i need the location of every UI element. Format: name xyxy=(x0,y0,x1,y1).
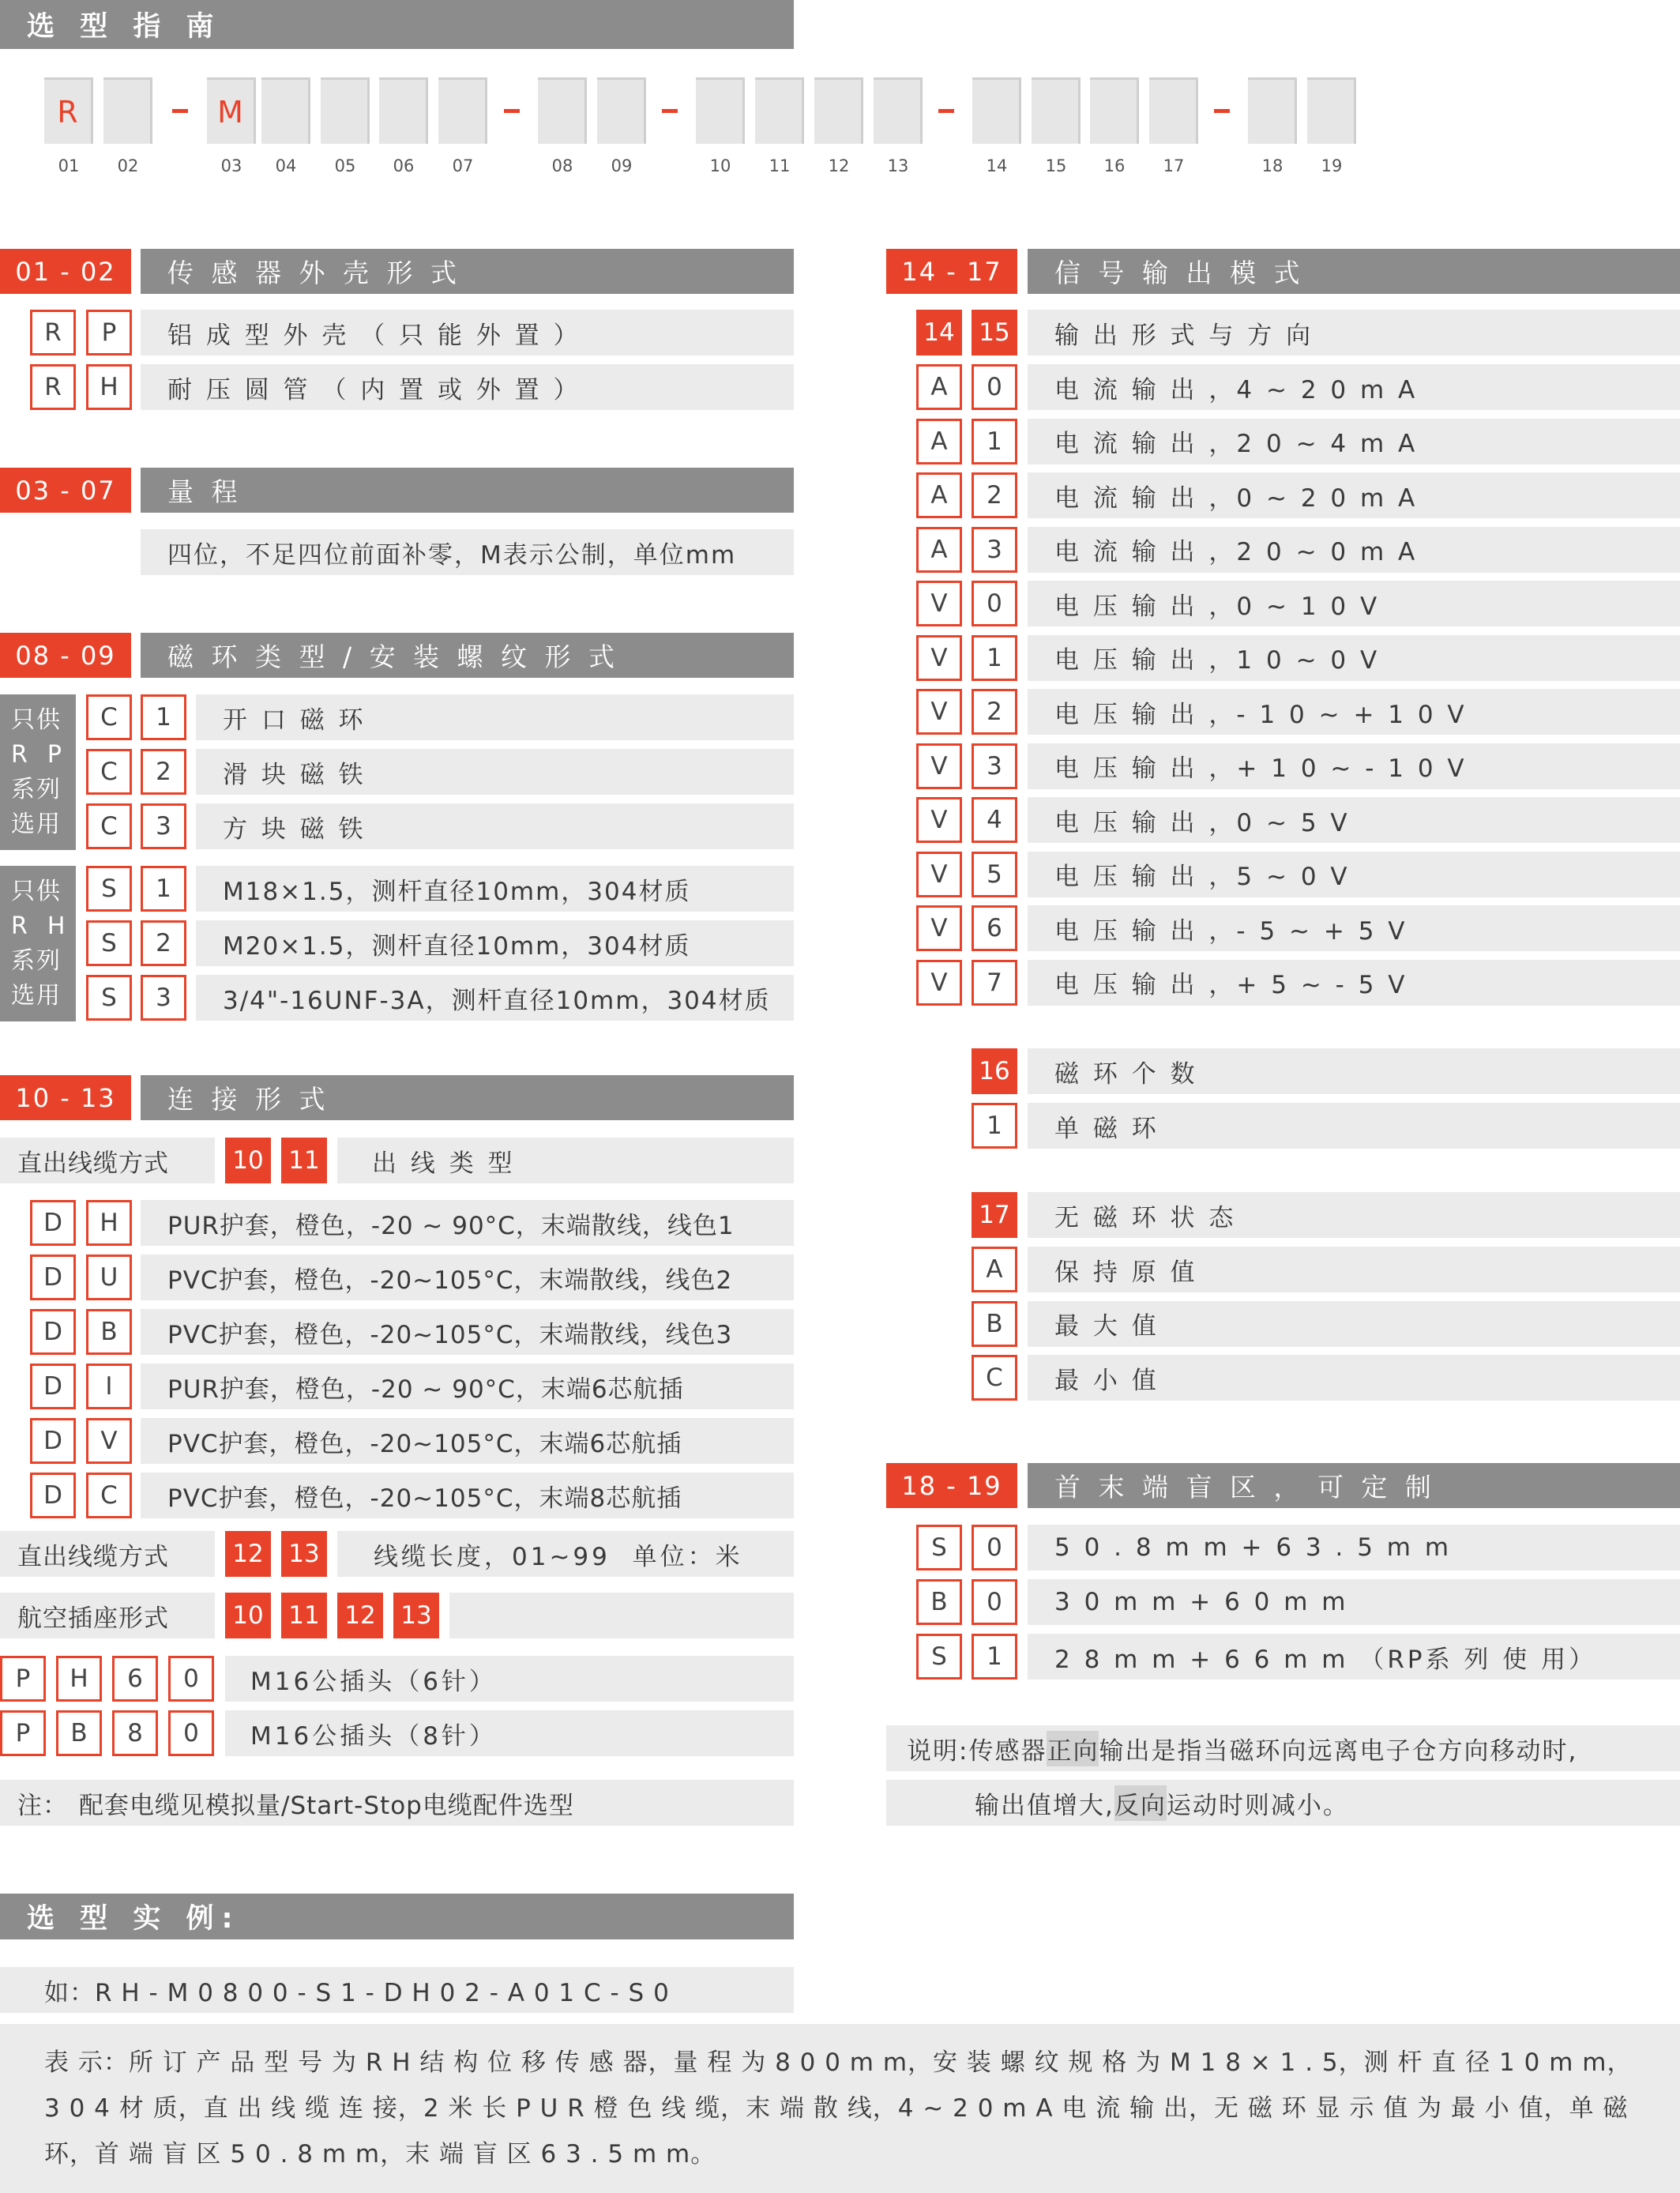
code-box: S xyxy=(86,975,132,1021)
example-code: 如：R H - M 0 8 0 0 - S 1 - D H 0 2 - A 0 1 C - S 0 xyxy=(0,1967,794,2013)
option-text: 电 压 输 出 ，1 0 ~ 0 V xyxy=(1028,635,1680,681)
code-box: D xyxy=(30,1254,76,1300)
example-description: 表 示：所 订 产 品 型 号 为 R H 结 构 位 移 传 感 器，量 程 为 8 0 0 m m，安 装 螺 纹 规 格 为 M 1 8 × 1 . 5，测 杆 直 径 1 0 m m，3 0 4 材 质，直 出 线 缆 连 接，2 米 长 P U R 橙 色 线 缆，末 端 散 线，4 ~ 2 0 m A 电 流 输 出，无 磁 环 显 示 值 为 最 小 值，单 磁 环，首 端 盲 区 5 0 . 8 m m，末 端 盲 区 6 3 . 5 m m。 xyxy=(0,2024,1680,2193)
code-box: I xyxy=(86,1364,132,1409)
code-box: 1 xyxy=(972,1634,1017,1680)
code-box: 3 xyxy=(972,743,1017,789)
code-box: P xyxy=(0,1710,46,1756)
code-separator-dash xyxy=(172,109,188,113)
section-code-1417: 14 - 17 xyxy=(886,249,1017,294)
code-box: A xyxy=(916,364,962,410)
option-text: M16公插头（6针） xyxy=(225,1656,794,1702)
option-text: 方 块 磁 铁 xyxy=(196,803,794,849)
code-box: 2 xyxy=(141,749,186,795)
code-position-number: 08 xyxy=(551,156,573,175)
code-box: H xyxy=(56,1656,102,1702)
code-box: V xyxy=(916,960,962,1006)
code-box: S xyxy=(916,1634,962,1680)
no-magnet-header: 无 磁 环 状 态 xyxy=(1028,1192,1680,1238)
code-position-number: 07 xyxy=(452,156,474,175)
code-box: V xyxy=(916,581,962,626)
option-text: 电 流 输 出 ，2 0 ~ 0 m A xyxy=(1028,527,1680,573)
option-text: 电 流 输 出 ，2 0 ~ 4 m A xyxy=(1028,419,1680,465)
section-code-0102: 01 - 02 xyxy=(0,249,131,294)
code-box: 8 xyxy=(112,1710,158,1756)
option-text: 2 8 m m + 6 6 m m （RP系 列 使 用） xyxy=(1028,1634,1680,1680)
code-box: 0 xyxy=(972,364,1017,410)
option-text: PVC护套，橙色，-20~105°C，末端散线，线色3 xyxy=(141,1309,794,1355)
code-box: B xyxy=(972,1301,1017,1347)
option-text: PUR护套，橙色，-20 ~ 90°C，末端6芯航插 xyxy=(141,1364,794,1409)
code-box: V xyxy=(916,635,962,681)
option-text: 电 压 输 出 ，0 ~ 5 V xyxy=(1028,797,1680,843)
position-badge: 16 xyxy=(972,1048,1017,1094)
option-text: 最 大 值 xyxy=(1028,1301,1680,1347)
code-position-box xyxy=(1307,77,1356,144)
code-position-box xyxy=(755,77,804,144)
code-position-number: 10 xyxy=(709,156,731,175)
code-box: V xyxy=(916,743,962,789)
code-box: C xyxy=(86,749,132,795)
code-box: V xyxy=(86,1418,132,1464)
code-box: D xyxy=(30,1364,76,1409)
code-box: A xyxy=(972,1247,1017,1292)
code-position-box xyxy=(438,77,487,144)
position-badge: 13 xyxy=(393,1593,439,1638)
code-position-box xyxy=(696,77,745,144)
position-badge: 15 xyxy=(972,310,1017,355)
code-box: 2 xyxy=(972,472,1017,518)
option-text: PVC护套，橙色，-20~105°C，末端8芯航插 xyxy=(141,1473,794,1518)
note-label: 注： xyxy=(17,1791,68,1820)
option-text: 最 小 值 xyxy=(1028,1355,1680,1401)
code-box: 0 xyxy=(972,1525,1017,1570)
code-position-number: 16 xyxy=(1103,156,1126,175)
aviation-socket-label: 航空插座形式 xyxy=(0,1593,215,1638)
code-box: V xyxy=(916,852,962,897)
code-box: S xyxy=(916,1525,962,1570)
option-text: M18×1.5，测杆直径10mm，304材质 xyxy=(196,866,794,912)
position-badge: 11 xyxy=(281,1593,327,1638)
code-box: 0 xyxy=(168,1710,214,1756)
code-position-number: 13 xyxy=(887,156,909,175)
option-text: 电 压 输 出 ，5 ~ 0 V xyxy=(1028,852,1680,897)
code-box: 0 xyxy=(168,1656,214,1702)
code-box: B xyxy=(86,1309,132,1355)
option-text: 电 压 输 出 ，+ 1 0 ~ - 1 0 V xyxy=(1028,743,1680,789)
section-title-0102: 传 感 器 外 壳 形 式 xyxy=(141,249,794,294)
code-box: D xyxy=(30,1418,76,1464)
code-position-box xyxy=(1248,77,1297,144)
example-title: 选 型 实 例: xyxy=(0,1894,794,1939)
option-text: PVC护套，橙色，-20~105°C，末端6芯航插 xyxy=(141,1418,794,1464)
section-title-1013: 连 接 形 式 xyxy=(141,1075,794,1120)
cable-direct-label: 直出线缆方式 xyxy=(0,1531,215,1577)
magnet-count-header: 磁 环 个 数 xyxy=(1028,1048,1680,1094)
code-position-box xyxy=(814,77,863,144)
code-position-box: M xyxy=(207,77,256,144)
code-box: D xyxy=(30,1309,76,1355)
rh-series-label: 只供 R H 系列 选用 xyxy=(0,866,76,1021)
code-position-number: 15 xyxy=(1045,156,1067,175)
code-box: S xyxy=(86,920,132,966)
option-text: M16公插头（8针） xyxy=(225,1710,794,1756)
section-title-1819: 首 末 端 盲 区 ， 可 定 制 xyxy=(1028,1463,1680,1508)
code-box: D xyxy=(30,1200,76,1246)
code-position-box xyxy=(874,77,923,144)
code-box: 0 xyxy=(972,581,1017,626)
code-box: H xyxy=(86,364,132,410)
option-text: 电 流 输 出 ，4 ~ 2 0 m A xyxy=(1028,364,1680,410)
position-badge: 10 xyxy=(225,1593,271,1638)
explanation-line-2: 输出值增大, 反向 运动时则减小。 xyxy=(886,1780,1680,1826)
option-text: 电 压 输 出 ，- 1 0 ~ + 1 0 V xyxy=(1028,689,1680,735)
code-position-number: 12 xyxy=(828,156,850,175)
code-position-box xyxy=(321,77,370,144)
code-box: 2 xyxy=(972,689,1017,735)
code-box: B xyxy=(916,1579,962,1625)
code-position-number: 06 xyxy=(393,156,415,175)
code-box: H xyxy=(86,1200,132,1246)
code-box: C xyxy=(86,1473,132,1518)
range-description: 四位，不足四位前面补零，M表示公制，单位mm xyxy=(141,529,794,575)
option-text: PUR护套，橙色，-20 ~ 90°C，末端散线，线色1 xyxy=(141,1200,794,1246)
position-badge: 12 xyxy=(225,1531,271,1577)
code-box: 3 xyxy=(972,527,1017,573)
output-header: 输 出 形 式 与 方 向 xyxy=(1028,310,1680,355)
aviation-socket-filler xyxy=(449,1593,794,1638)
code-position-box xyxy=(972,77,1021,144)
code-box: A xyxy=(916,419,962,465)
page-title-text: 选 型 指 南 xyxy=(27,11,222,43)
code-position-number: 11 xyxy=(769,156,791,175)
section-code-1013: 10 - 13 xyxy=(0,1075,131,1120)
option-text: M20×1.5，测杆直径10mm，304材质 xyxy=(196,920,794,966)
position-badge: 12 xyxy=(337,1593,383,1638)
option-text: 3/4"-16UNF-3A，测杆直径10mm，304材质 xyxy=(196,975,794,1021)
option-text: 开 口 磁 环 xyxy=(196,694,794,740)
code-box: A xyxy=(916,472,962,518)
section-title-0809: 磁 环 类 型 / 安 装 螺 纹 形 式 xyxy=(141,633,794,678)
code-box: 1 xyxy=(972,635,1017,681)
code-box: P xyxy=(0,1656,46,1702)
option-text: 单 磁 环 xyxy=(1028,1103,1680,1149)
section-code-1819: 18 - 19 xyxy=(886,1463,1017,1508)
code-box: D xyxy=(30,1473,76,1518)
code-position-number: 05 xyxy=(334,156,356,175)
code-position-number: 02 xyxy=(117,156,139,175)
code-box: R xyxy=(30,310,76,355)
position-badge: 11 xyxy=(281,1138,327,1183)
code-position-box xyxy=(379,77,428,144)
rp-series-label: 只供 R P 系列 选用 xyxy=(0,694,76,850)
code-position-number: 17 xyxy=(1163,156,1185,175)
code-separator-dash xyxy=(938,109,954,113)
option-text: 滑 块 磁 铁 xyxy=(196,749,794,795)
page-title xyxy=(0,0,794,49)
position-badge: 10 xyxy=(225,1138,271,1183)
section-code-0809: 08 - 09 xyxy=(0,633,131,678)
code-box: 1 xyxy=(972,419,1017,465)
code-position-box xyxy=(261,77,310,144)
cable-direct-label: 直出线缆方式 xyxy=(0,1138,215,1183)
code-position-box xyxy=(1032,77,1081,144)
code-box: S xyxy=(86,866,132,912)
code-position-number: 18 xyxy=(1261,156,1283,175)
code-position-number: 19 xyxy=(1321,156,1343,175)
code-box: 4 xyxy=(972,797,1017,843)
code-box: 6 xyxy=(972,905,1017,951)
code-separator-dash xyxy=(504,109,520,113)
code-box: A xyxy=(916,527,962,573)
option-text: 保 持 原 值 xyxy=(1028,1247,1680,1292)
code-box: 5 xyxy=(972,852,1017,897)
code-box: U xyxy=(86,1254,132,1300)
code-box: 3 xyxy=(141,975,186,1021)
code-position-box xyxy=(538,77,587,144)
position-badge: 17 xyxy=(972,1192,1017,1238)
code-box: C xyxy=(972,1355,1017,1401)
code-separator-dash xyxy=(1214,109,1230,113)
option-text: PVC护套，橙色，-20~105°C，末端散线，线色2 xyxy=(141,1254,794,1300)
code-box: 2 xyxy=(141,920,186,966)
code-position-number: 01 xyxy=(58,156,80,175)
code-position-box xyxy=(1149,77,1198,144)
code-position-box: R xyxy=(44,77,93,144)
code-separator-dash xyxy=(662,109,678,113)
option-text: 电 流 输 出 ，0 ~ 2 0 m A xyxy=(1028,472,1680,518)
code-position-number: 09 xyxy=(611,156,633,175)
position-badge: 13 xyxy=(281,1531,327,1577)
code-box: V xyxy=(916,689,962,735)
code-box: V xyxy=(916,905,962,951)
option-text: 5 0 . 8 m m + 6 3 . 5 m m xyxy=(1028,1525,1680,1570)
option-text: 铝 成 型 外 壳 （ 只 能 外 置 ） xyxy=(141,310,794,355)
code-box: 7 xyxy=(972,960,1017,1006)
section-title-0307: 量 程 xyxy=(141,468,794,513)
code-box: 1 xyxy=(141,866,186,912)
code-position-number: 04 xyxy=(275,156,297,175)
option-text: 电 压 输 出 ，+ 5 ~ - 5 V xyxy=(1028,960,1680,1006)
code-box: P xyxy=(86,310,132,355)
code-position-box xyxy=(597,77,646,144)
code-box: R xyxy=(30,364,76,410)
code-box: C xyxy=(86,694,132,740)
option-text: 电 压 输 出 ，- 5 ~ + 5 V xyxy=(1028,905,1680,951)
option-text: 3 0 m m + 6 0 m m xyxy=(1028,1579,1680,1625)
note-text: 配套电缆见模拟量/Start-Stop电缆配件选型 xyxy=(79,1791,574,1820)
section-code-0307: 03 - 07 xyxy=(0,468,131,513)
code-box: C xyxy=(86,803,132,849)
position-badge: 14 xyxy=(916,310,962,355)
option-text: 电 压 输 出 ，0 ~ 1 0 V xyxy=(1028,581,1680,626)
code-box: V xyxy=(916,797,962,843)
code-position-box xyxy=(103,77,152,144)
code-position-number: 03 xyxy=(220,156,242,175)
code-position-box xyxy=(1090,77,1139,144)
code-box: 1 xyxy=(972,1103,1017,1149)
code-box: 0 xyxy=(972,1579,1017,1625)
explanation-line-1: 说明:传感器 正向 输出是指当磁环向远离电子仓方向移动时, xyxy=(886,1725,1680,1771)
cable-type-header: 出 线 类 型 xyxy=(337,1138,794,1183)
note-bar xyxy=(0,1780,794,1826)
section-title-1417: 信 号 输 出 模 式 xyxy=(1028,249,1680,294)
code-position-number: 14 xyxy=(986,156,1008,175)
code-box: 1 xyxy=(141,694,186,740)
code-box: 3 xyxy=(141,803,186,849)
code-box: 6 xyxy=(112,1656,158,1702)
code-box: B xyxy=(56,1710,102,1756)
cable-length-text: 线缆长度，01~99 单位：米 xyxy=(337,1531,794,1577)
option-text: 耐 压 圆 管 （ 内 置 或 外 置 ） xyxy=(141,364,794,410)
